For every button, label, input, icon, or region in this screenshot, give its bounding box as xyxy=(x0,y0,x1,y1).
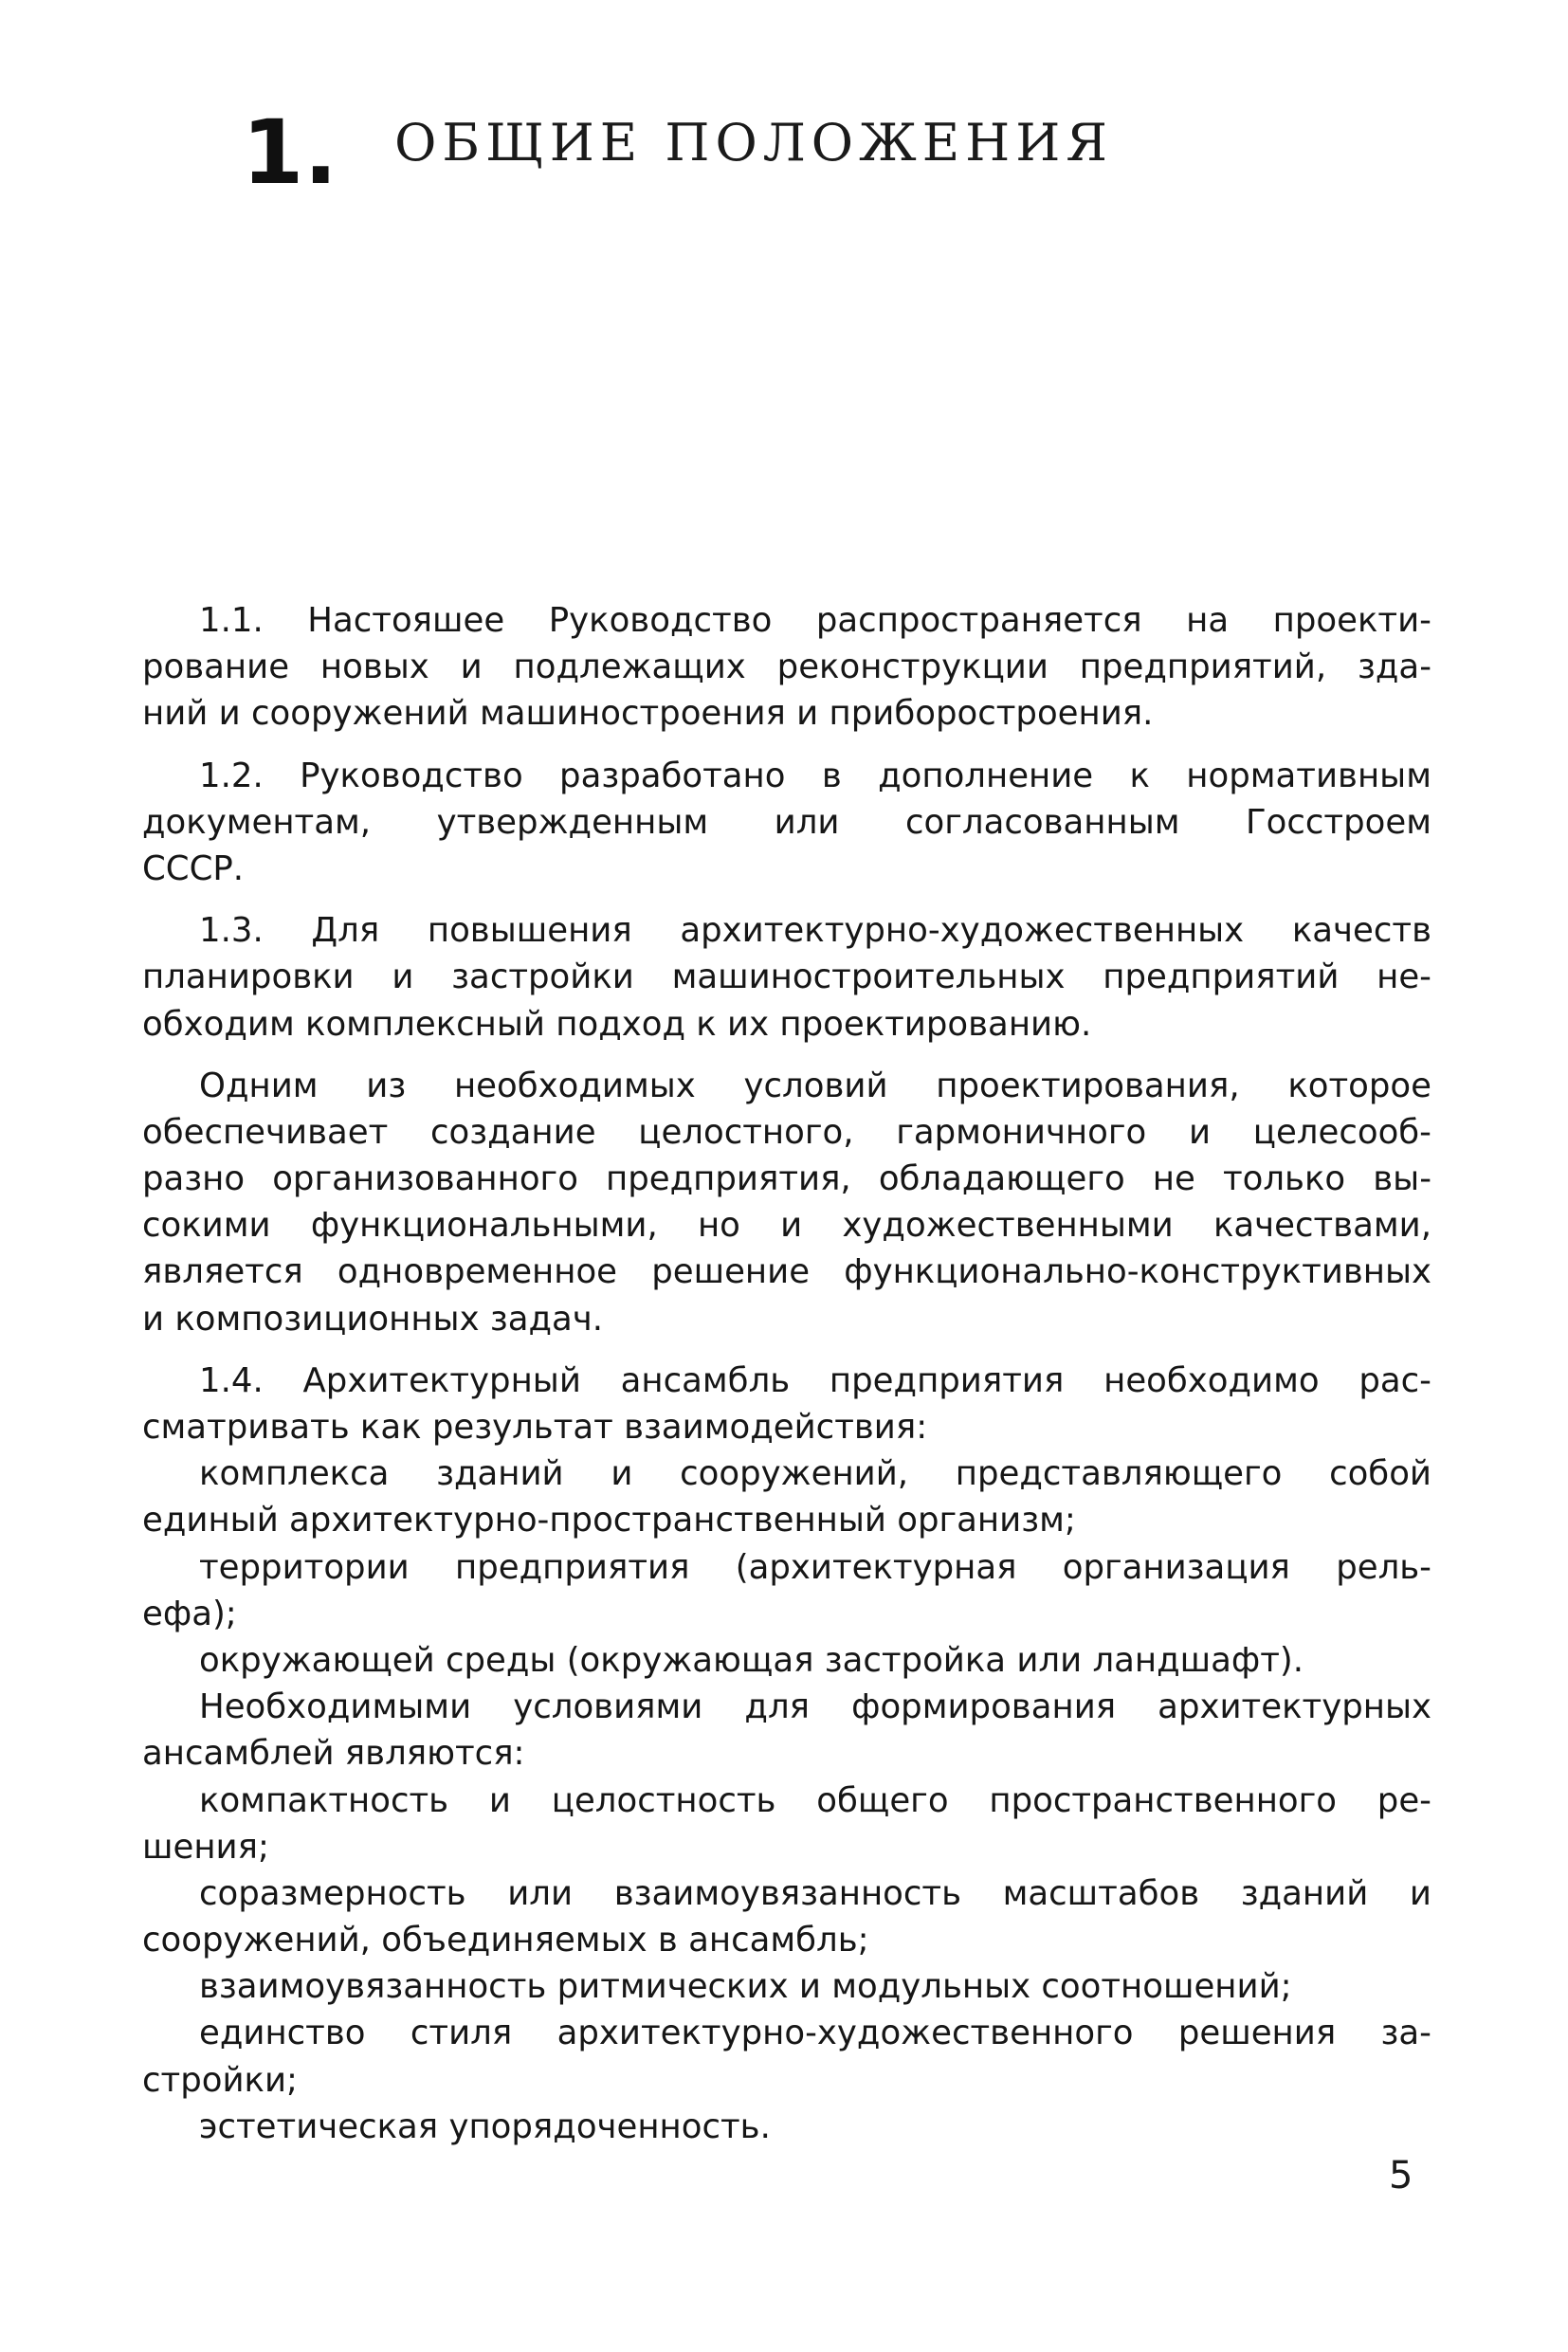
list-item-line: стройки; xyxy=(142,2060,298,2100)
paragraph-1-3-cont-line: разно организованного предприятия, обладающего не только вы- xyxy=(142,1159,1431,1199)
list-item-line: единый архитектурно-пространственный организм; xyxy=(142,1501,1076,1541)
list-item-line: взаимоувязанность ритмических и модульных соотношений; xyxy=(199,1967,1292,2007)
list-item-line: территории предприятия (архитектурная организация рель- xyxy=(199,1547,1431,1587)
list-item-line: компактность и целостность общего пространственного ре- xyxy=(199,1780,1431,1820)
list-item-line: ефа); xyxy=(142,1594,237,1633)
list-item-line: сооружений, объединяемых в ансамбль; xyxy=(142,1921,869,1960)
list-item-line: соразмерность или взаимоувязанность масштабов зданий и xyxy=(199,1873,1431,1913)
paragraph-1-2-line: документам, утвержденным или согласованным Госстроем xyxy=(142,802,1431,842)
paragraph-1-3-cont-line: сокими функциональными, но и художественными качествами, xyxy=(142,1206,1431,1246)
paragraph-1-3-line: планировки и застройки машиностроительных предприятий не- xyxy=(142,957,1431,997)
paragraph-line: ансамблей являются: xyxy=(142,1734,525,1774)
paragraph-1-2-line: 1.2. Руководство разработано в дополнение к нормативным xyxy=(199,756,1431,795)
paragraph-1-4-line: сматривать как результат взаимодействия: xyxy=(142,1408,928,1447)
paragraph-1-2-line: СССР. xyxy=(142,848,245,888)
list-item-line: комплекса зданий и сооружений, представляющего собой xyxy=(199,1454,1431,1494)
paragraph-1-3-cont-line: является одновременное решение функционально-конструктивных xyxy=(142,1252,1431,1292)
paragraph-1-3-line: 1.3. Для повышения архитектурно-художественных качеств xyxy=(199,911,1431,951)
paragraph-1-3-cont-line: Одним из необходимых условий проектирования, которое xyxy=(199,1066,1431,1105)
list-item-line: эстетическая упорядоченность. xyxy=(199,2106,771,2146)
paragraph-line: Необходимыми условиями для формирования архитектурных xyxy=(199,1687,1431,1727)
section-heading xyxy=(242,101,1113,205)
page-number: 5 xyxy=(1389,2154,1413,2197)
paragraph-1-1-line: ний и сооружений машиностроения и приборостроения. xyxy=(142,694,1154,734)
list-item-line: единство стиля архитектурно-художественного решения за- xyxy=(199,2014,1431,2053)
paragraph-1-4-line: 1.4. Архитектурный ансамбль предприятия необходимо рас- xyxy=(199,1360,1431,1400)
body-text xyxy=(142,597,1431,2150)
list-item-line: шения; xyxy=(142,1827,269,1867)
paragraph-1-3-cont-line: обеспечивает создание целостного, гармоничного и целесооб- xyxy=(142,1112,1431,1152)
paragraph-1-3-line: обходим комплексный подход к их проектированию. xyxy=(142,1004,1092,1044)
section-title: ОБЩИЕ ПОЛОЖЕНИЯ xyxy=(394,113,1113,173)
paragraph-1-3-cont-line: и композиционных задач. xyxy=(142,1299,604,1339)
paragraph-1-1-line: рование новых и подлежащих реконструкции предприятий, зда- xyxy=(142,647,1431,687)
paragraph-1-1-line: 1.1. Настояшее Руководство распространяется на проекти- xyxy=(199,601,1431,640)
list-item-line: окружающей среды (окружающая застройка или ландшафт). xyxy=(199,1640,1304,1680)
section-number: 1. xyxy=(242,101,338,205)
